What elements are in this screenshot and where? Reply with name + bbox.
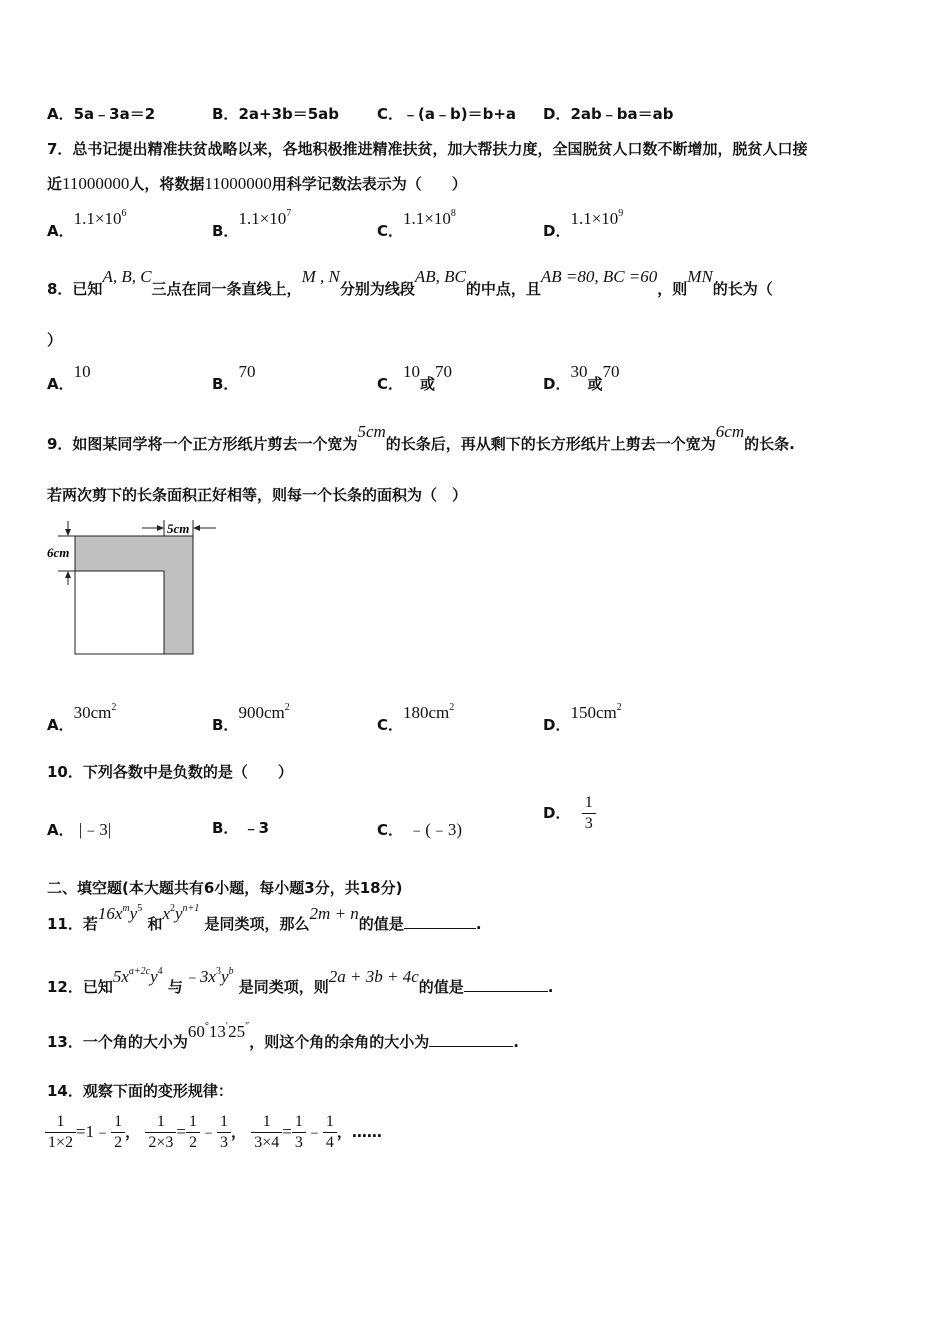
q10-option-c: C． ﹣(﹣3) [377, 820, 463, 839]
answer-blank [429, 1032, 513, 1047]
q8-stem: 8．已知A, B, C三点在同一条直线上，M , N分别为线段AB, BC的中点，且AB =80, BC =60，则MN的长为（ [47, 267, 773, 298]
answer-blank [404, 914, 476, 929]
figure-label-5cm: 5cm [167, 521, 190, 536]
q8-stem-close: ） [47, 331, 63, 349]
q11: 11．若$16x^my^5$ 和$x^2y^{n+1}$ 是同类项，那么2m + n的值是 . [47, 903, 482, 933]
q9-option-d: D．$150cm^2$ [543, 702, 622, 734]
q6-option-a: A．5a﹣3a＝2 [47, 105, 156, 123]
section-2-heading: 二、填空题(本大题共有6小题，每小题3分，共18分) [47, 879, 403, 897]
figure-label-6cm: 6cm [47, 545, 70, 560]
q7-option-b: B．$1.1\times 10^7$ [212, 208, 292, 240]
q7-option-c: C．$1.1\times 10^8$ [377, 208, 456, 240]
q10-option-d: D． $\frac{1}{3}$ [543, 793, 596, 834]
answer-blank [464, 977, 548, 992]
q14-pattern: $\frac{1}{1\times 2}$ =1﹣ $\frac{1}{2}$ ， $\frac{1}{2\times 3}$ = $\frac{1}{2}$ ﹣ $\frac{1}{3}$ ， $\frac{1}{3\times 4}$ = $\frac{1}{3}$ ﹣ $\frac{1}{4}$ ，…… [45, 1112, 382, 1153]
q9-stem-line2: 若两次剪下的长条面积正好相等，则每一个长条的面积为（ ） [47, 486, 468, 504]
q9-option-b: B．$900cm^2$ [212, 702, 290, 734]
q10-option-a: A． |﹣3| [47, 820, 112, 839]
q8-option-b: B．70 [212, 362, 256, 393]
q8-option-c: C．10或70 [377, 362, 453, 393]
q7-option-d: D．$1.1\times 10^9$ [543, 208, 624, 240]
q8-option-d: D．30或70 [543, 362, 620, 393]
q7-stem-line1: 7．总书记提出精准扶贫战略以来，各地积极推进精准扶贫，加大帮扶力度，全国脱贫人口数不断增加，脱贫人口接 [47, 140, 808, 158]
q12: 12．已知$5x^{a+2c}y^4$ 与$﹣3x^3y^b$ 是同类项，则2a + 3b + 4c的值是 . [47, 966, 554, 996]
q6-option-b: B．2a+3b＝5ab [212, 105, 340, 123]
q10-stem: 10．下列各数中是负数的是（ ） [47, 763, 293, 781]
q9-option-a: A．$30cm^2$ [47, 702, 117, 734]
q6-option-c: C．﹣(a﹣b)＝b+a [377, 105, 517, 123]
q13: 13．一个角的大小为60°13′25″，则这个角的余角的大小为 . [47, 1021, 519, 1051]
q9-option-c: C．$180cm^2$ [377, 702, 455, 734]
q7-option-a: A．$1.1\times 10^6$ [47, 208, 127, 240]
q8-option-a: A．10 [47, 362, 91, 393]
q9-stem-line1: 9．如图某同学将一个正方形纸片剪去一个宽为5cm的长条后，再从剩下的长方形纸片上剪去一个宽为6cm的长条. [47, 422, 795, 453]
remaining-rectangle [75, 571, 164, 654]
q14-stem: 14．观察下面的变形规律： [47, 1082, 233, 1100]
q7-stem-line2: 近11000000人，将数据11000000用科学记数法表示为（ ） [47, 174, 467, 193]
q6-option-d: D．2ab﹣ba＝ab [543, 105, 674, 123]
q10-option-b: B． ﹣3 [212, 819, 270, 837]
q9-figure [44, 515, 224, 660]
